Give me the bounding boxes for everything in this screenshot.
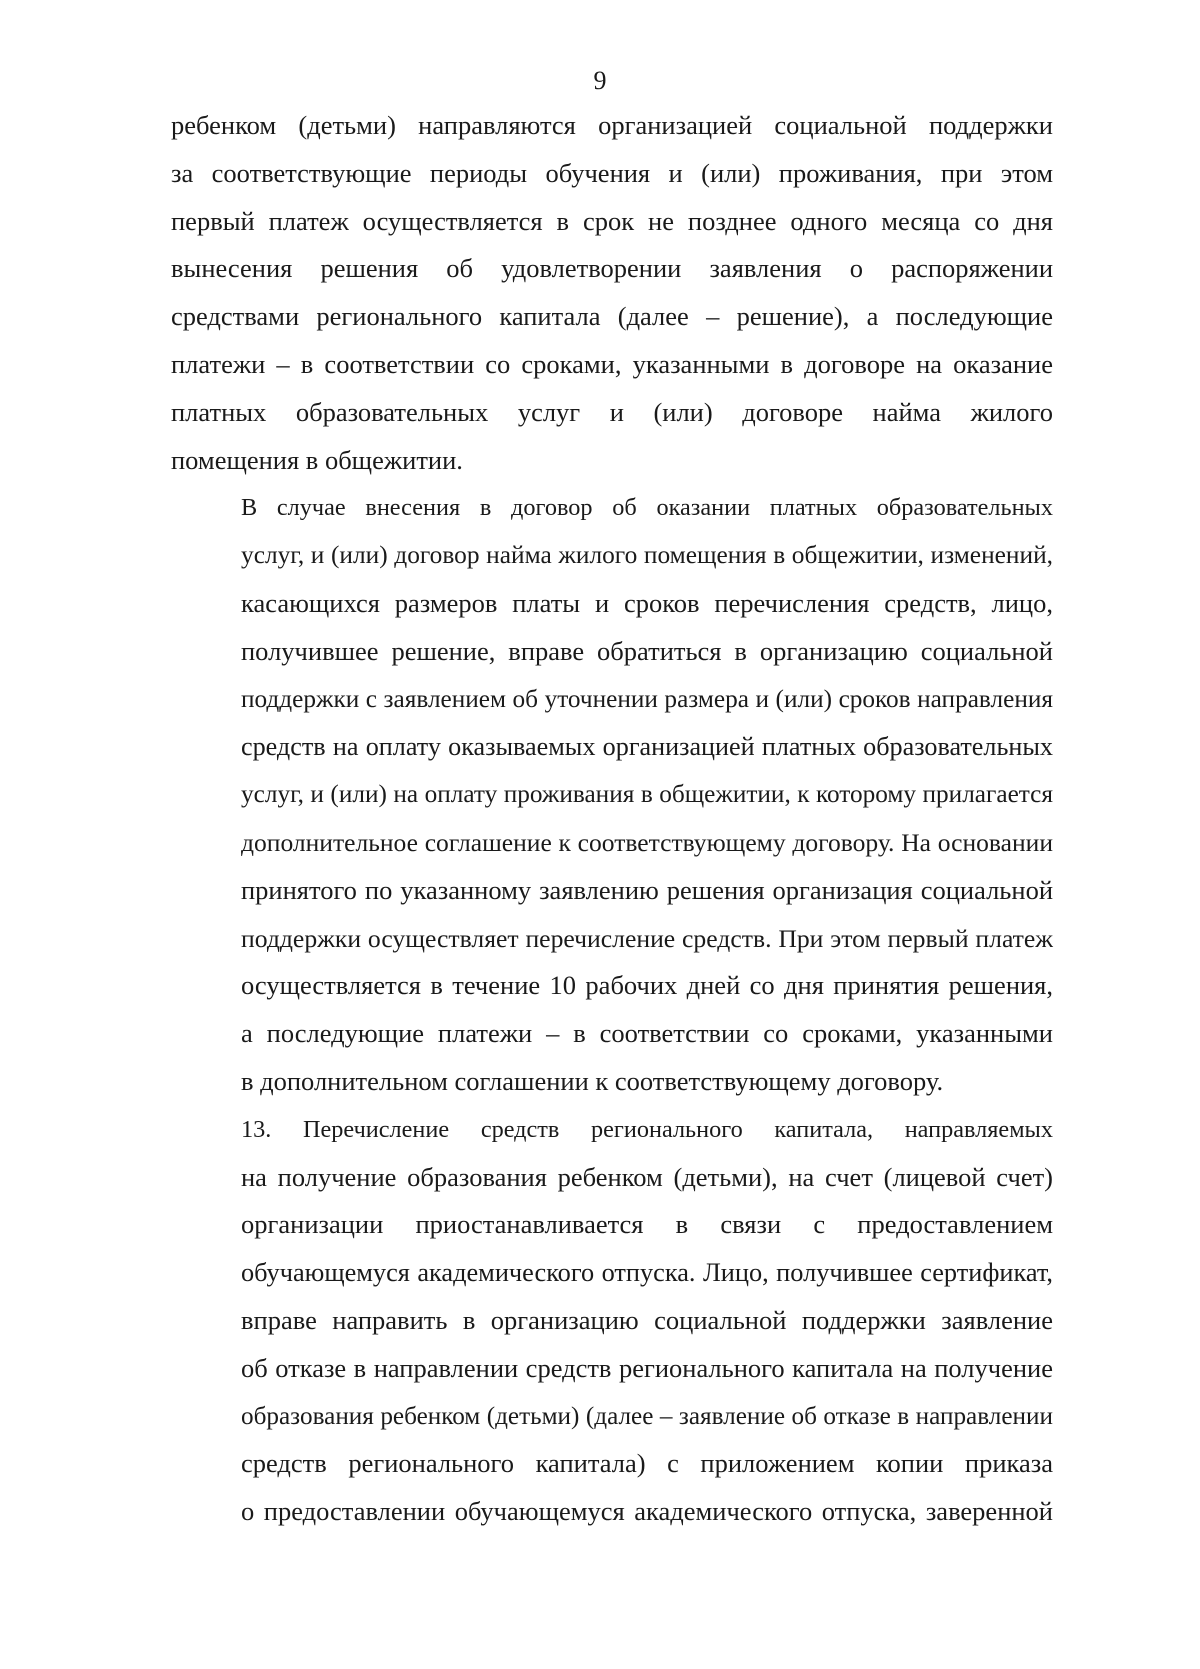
text-line: поддержки осуществляет перечисление средств. При этом первый платеж — [241, 923, 1053, 953]
text-line: вынесения решения об удовлетворении заявления о распоряжении — [171, 253, 1053, 284]
text-line: В случае внесения в договор об оказании платных образовательных — [241, 494, 1053, 522]
text-line: о предоставлении обучающемуся академического отпуска, заверенной — [241, 1496, 1053, 1527]
text-line: получившее решение, вправе обратиться в организацию социальной — [241, 635, 1053, 666]
text-line: помещения в общежитии. — [171, 444, 463, 475]
text-line: а последующие платежи – в соответствии со сроками, указанными — [241, 1018, 1053, 1049]
text-line: организации приостанавливается в связи с предоставлением — [241, 1209, 1053, 1240]
text-line: платежи – в соответствии со сроками, указанными в договоре на оказание — [171, 348, 1053, 379]
text-line: услуг, и (или) на оплату проживания в общежитии, к которому прилагается — [241, 780, 1053, 809]
text-line: средствами регионального капитала (далее – решение), а последующие — [171, 301, 1053, 332]
text-line: на получение образования ребенком (детьми), на счет (лицевой счет) — [241, 1161, 1053, 1192]
text-line: в дополнительном соглашении к соответствующему договору. — [241, 1065, 944, 1096]
text-line: средств на оплату оказываемых организацией платных образовательных — [241, 732, 1053, 762]
page-number: 9 — [593, 66, 607, 95]
text-line: принятого по указанному заявлению решения организация социальной — [241, 874, 1053, 905]
text-line: средств регионального капитала) с приложением копии приказа — [241, 1448, 1053, 1479]
text-line: вправе направить в организацию социальной поддержки заявление — [241, 1304, 1053, 1335]
text-line: услуг, и (или) договор найма жилого помещения в общежитии, изменений, — [241, 541, 1053, 570]
text-line: ребенком (детьми) направляются организацией социальной поддержки — [171, 110, 1053, 140]
document-body — [171, 102, 1053, 1536]
text-line: образования ребенком (детьми) (далее – заявление об отказе в направлении — [241, 1402, 1053, 1430]
text-line: касающихся размеров платы и сроков перечисления средств, лицо, — [241, 587, 1053, 618]
paragraph — [171, 484, 1053, 1105]
text-line: 13. Перечисление средств регионального капитала, направляемых — [241, 1115, 1053, 1143]
text-line: первый платеж осуществляется в срок не позднее одного месяца со дня — [171, 205, 1053, 236]
text-line: дополнительное соглашение к соответствующему договору. На основании — [241, 827, 1053, 857]
text-line: поддержки с заявлением об уточнении размера и (или) сроков направления — [241, 684, 1053, 713]
paragraph — [171, 1106, 1053, 1536]
text-line: за соответствующие периоды обучения и (или) проживания, при этом — [171, 157, 1053, 188]
text-line: обучающемуся академического отпуска. Лицо, получившее сертификат, — [241, 1258, 1053, 1288]
text-line: платных образовательных услуг и (или) договоре найма жилого — [171, 396, 1053, 427]
paragraph — [171, 102, 1053, 484]
text-line: об отказе в направлении средств регионального капитала на получение — [241, 1352, 1053, 1383]
text-line: осуществляется в течение 10 рабочих дней со дня принятия решения, — [241, 970, 1053, 1001]
